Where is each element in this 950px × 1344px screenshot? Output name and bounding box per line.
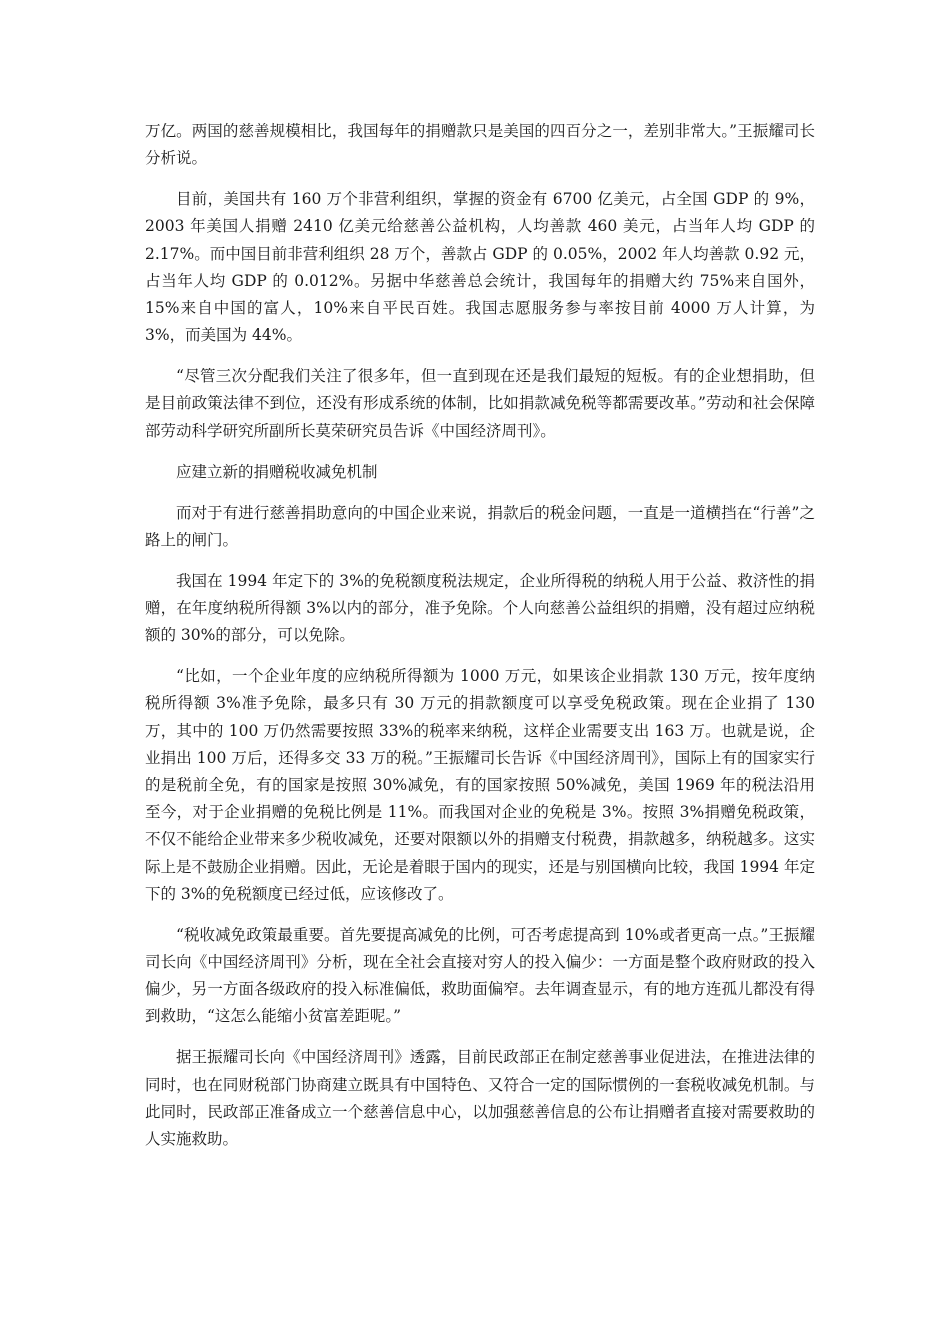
paragraph-tax-gate: 而对于有进行慈善捐助意向的中国企业来说，捐款后的税金问题，一直是一道横挡在“行善”之路上的闸门。 [145, 503, 815, 549]
paragraph-1994-tax-law: 我国在 1994 年定下的 3%的免税额度税法规定，企业所得税的纳税人用于公益、救济性的捐赠，在年度纳税所得额 3%以内的部分，准予免除。个人向慈善公益组织的捐赠，没有超过应纳税额的 30%的部分，可以免除。 [145, 571, 815, 645]
paragraph-us-china-nonprofit-comparison: 目前，美国共有 160 万个非营利组织，掌握的资金有 6700 亿美元，占全国 GDP 的 9%，2003 年美国人捐赠 2410 亿美元给慈善公益机构，人均善款 460 美元，占当年人均 GDP 的 2.17%。而中国目前非营利组织 28 万个，善款占 GDP 的 0.05%，2002 年人均善款 0.92 元，占当年人均 GDP 的 0.012%。另据中华慈善总会统计，我国每年的捐赠大约 75%来自国外，15%来自中国的富人，10%来自平民百姓。我国志愿服务参与率按目前 4000 万人计算，为 3%，而美国为 44%。 [145, 190, 815, 345]
paragraph-tax-example: “比如，一个企业年度的应纳税所得额为 1000 万元，如果该企业捐款 130 万元，按年度纳税所得额 3%准予免除，最多只有 30 万元的捐款额度可以享受免税政策。现在企业捐了 130 万，其中的 100 万仍然需要按照 33%的税率来纳税，这样企业需要支出 163 万。也就是说，企业捐出 100 万后，还得多交 33 万的税。”王振耀司长告诉《中国经济周刊》，国际上有的国家实行的是税前全免，有的国家是按照 30%减免，有的国家按照 50%减免，美国 1969 年的税法沿用至今，对于企业捐赠的免税比例是 11%。而我国对企业的免税是 3%。按照 3%捐赠免税政策，不仅不能给企业带来多少税收减免，还要对限额以外的捐赠支付税费，捐款越多，纳税越多。这实际上是不鼓励企业捐赠。因此，无论是着眼于国内的现实，还是与别国横向比较，我国 1994 年定下的 3%的免税额度已经过低，应该修改了。 [145, 667, 815, 903]
paragraph-charity-law: 据王振耀司长向《中国经济周刊》透露，目前民政部正在制定慈善事业促进法，在推进法律的同时，也在同财税部门协商建立既具有中国特色、又符合一定的国际惯例的一套税收减免机制。与此同时，民政部正准备成立一个慈善信息中心，以加强慈善信息的公布让捐赠者直接对需要救助的人实施救助。 [145, 1048, 815, 1149]
section-heading: 应建立新的捐赠税收减免机制 [176, 462, 378, 481]
article-body [145, 118, 815, 1167]
paragraph-tax-reduction-policy: “税收减免政策最重要。首先要提高减免的比例，可否考虑提高到 10%或者更高一点。”王振耀司长向《中国经济周刊》分析，现在全社会直接对穷人的投入偏少：一方面是整个政府财政的投入偏少，另一方面各级政府的投入标准偏低，救助面偏窄。去年调查显示，有的地方连孤儿都没有得到救助，“这怎么能缩小贫富差距呢。” [145, 925, 815, 1026]
paragraph-continuation: 万亿。两国的慈善规模相比，我国每年的捐赠款只是美国的四百分之一，差别非常大。”王振耀司长分析说。 [145, 122, 815, 168]
paragraph-mo-rong-quote: “尽管三次分配我们关注了很多年，但一直到现在还是我们最短的短板。有的企业想捐助，但是目前政策法律不到位，还没有形成系统的体制，比如捐款减免税等都需要改革。”劳动和社会保障部劳动科学研究所副所长莫荣研究员告诉《中国经济周刊》。 [145, 367, 815, 440]
